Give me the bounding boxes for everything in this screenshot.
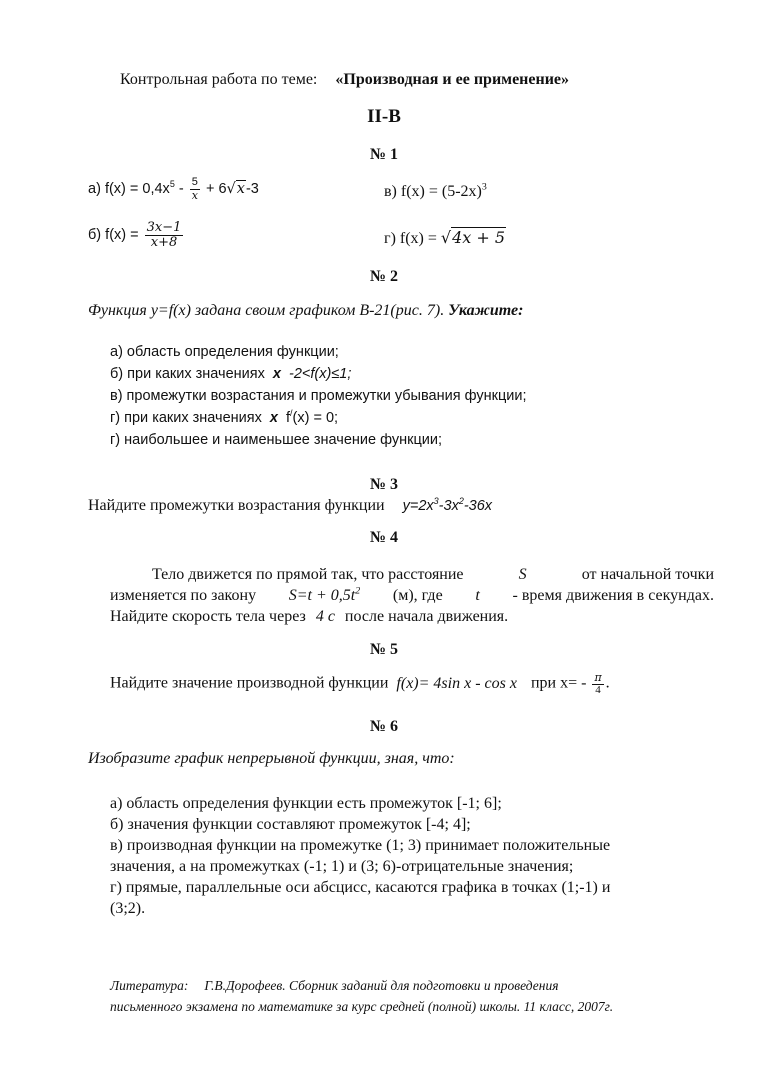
header bbox=[120, 71, 569, 89]
header-topic: «Производная и ее применение» bbox=[335, 71, 570, 88]
list-item: б) при каких значениях x -2<f(x)≤1; bbox=[110, 366, 352, 382]
task2-number: № 2 bbox=[369, 268, 399, 285]
task6-intro: Изобразите график непрерывной функции, зная, что: bbox=[88, 750, 455, 767]
task6-number: № 6 bbox=[369, 718, 399, 735]
condition-line: (3;2). bbox=[110, 900, 146, 917]
task3-number: № 3 bbox=[369, 476, 399, 493]
task5-text: Найдите значение производной функции f(x)= 4sin x - cos x при x= - $\frac{\pi}{4}$ . bbox=[110, 671, 610, 696]
task1-number: № 1 bbox=[369, 146, 399, 163]
list-item: г) наибольшее и наименьшее значение функции; bbox=[110, 432, 442, 448]
variant-title: II-В bbox=[367, 106, 401, 127]
task4-number: № 4 bbox=[369, 529, 399, 546]
sqrt-sign: √4x + 5 bbox=[440, 228, 506, 247]
task1-a: а) $f(x) = 0,4x^5$ - $\frac{5}{x}$ + 6√x-3 bbox=[88, 176, 259, 202]
list-item: в) промежутки возрастания и промежутки убывания функции; bbox=[110, 388, 527, 404]
condition-line: б) значения функции составляют промежуток [-4; 4]; bbox=[110, 816, 471, 833]
condition-line: значения, а на промежутках (-1; 1) и (3; 6)-отрицательные значения; bbox=[110, 858, 574, 875]
task4-line3: Найдите скорость тела через 4 с после начала движения. bbox=[110, 608, 509, 625]
task3-text: Найдите промежутки возрастания функции $y=2x^3-3x^2-36x$ bbox=[88, 496, 493, 514]
task4-line2: изменяется по закону $S=t + 0,5t^2$ (м), где t - время движения в секундах. bbox=[110, 585, 714, 604]
footer-line1: Г.В.Дорофеев. Сборник заданий для подготовки и проведения bbox=[204, 978, 559, 993]
task6-conditions bbox=[110, 793, 610, 919]
condition-line: г) прямые, параллельные оси абсцисс, касаются графика в точках (1;-1) и bbox=[110, 879, 611, 896]
task1-v: в) $f(x) = (5-2x)^3$ bbox=[384, 181, 487, 200]
task1-g: г) f(x) = √4x + 5 bbox=[384, 228, 506, 247]
task4-line1: Тело движется по прямой так, что расстояние S от начальной точки bbox=[152, 566, 714, 583]
header-prefix: Контрольная работа по теме: bbox=[120, 71, 318, 88]
list-item: а) область определения функции; bbox=[110, 344, 339, 360]
footer-label: Литература: bbox=[110, 978, 189, 993]
task2-list bbox=[110, 344, 526, 454]
footer bbox=[110, 975, 613, 1017]
condition-line: а) область определения функции есть промежуток [-1; 6]; bbox=[110, 795, 502, 812]
list-item: г) при каких значениях x f/(x) = 0; bbox=[110, 408, 339, 426]
task5-number: № 5 bbox=[369, 641, 399, 658]
sqrt-sign: √x bbox=[226, 180, 245, 197]
footer-line2: письменного экзамена по математике за курс средней (полной) школы. 11 класс, 2007г. bbox=[110, 999, 614, 1014]
task1-b-fraction: $\frac{3x-1}{x+8}$ bbox=[146, 220, 182, 250]
task1-a-fraction: $\frac{5}{x}$ bbox=[191, 176, 198, 202]
task1-b: б) f(x) = $\frac{3x-1}{x+8}$ bbox=[88, 220, 182, 250]
task2-intro: Функция у=f(x) задана своим графиком В-21(рис. 7). Укажите: bbox=[88, 302, 524, 319]
condition-line: в) производная функции на промежутке (1; 3) принимает положительные bbox=[110, 837, 611, 854]
task5-fraction: $\frac{\pi}{4}$ bbox=[594, 671, 602, 696]
